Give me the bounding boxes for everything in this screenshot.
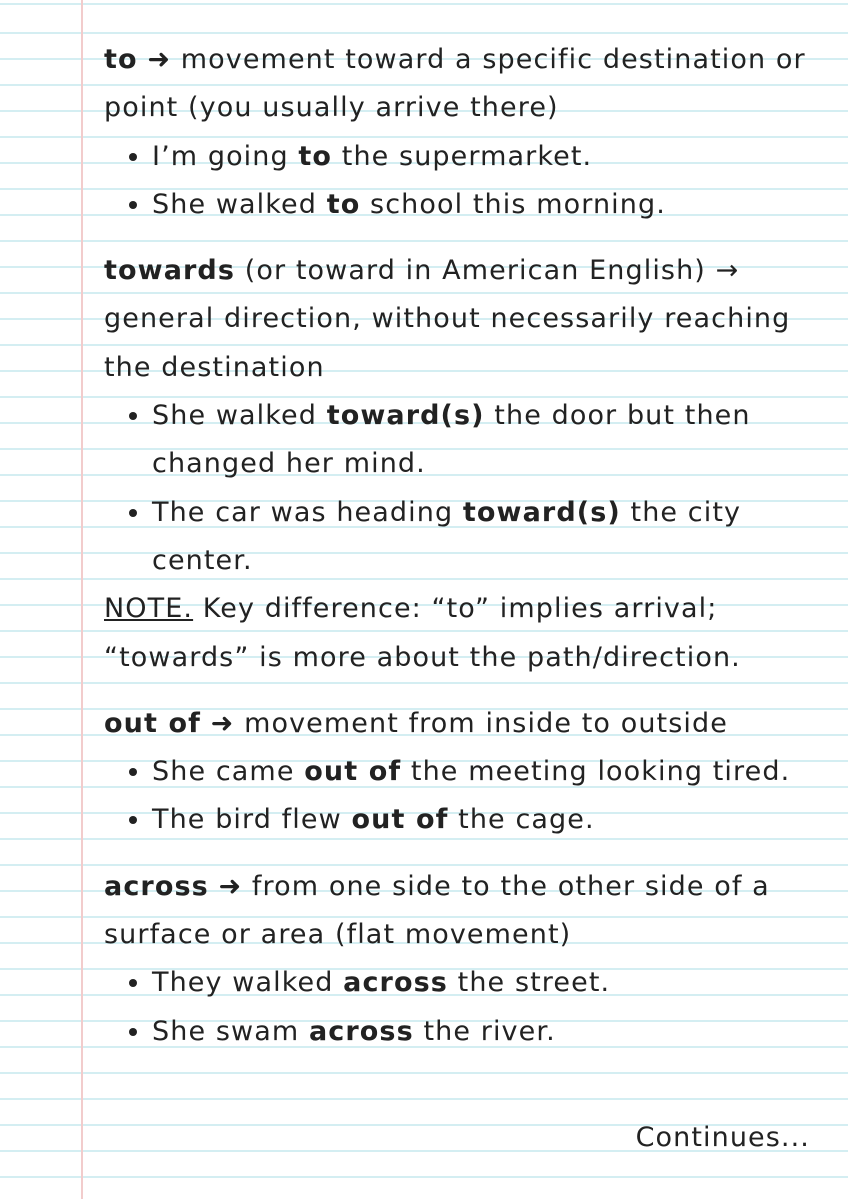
lesson-content <box>104 36 834 1056</box>
example-text: The car was heading <box>152 496 463 528</box>
example-item <box>152 796 834 844</box>
term-across: across <box>104 870 209 902</box>
example-text: She walked <box>152 188 327 220</box>
definition-across-text: ➜ from one side to the other side of a surface or area (flat movement) <box>104 870 770 951</box>
definition-across <box>104 863 834 960</box>
continues-label: Continues... <box>635 1122 810 1153</box>
example-text: She came <box>152 756 305 788</box>
example-keyword: out of <box>351 804 449 836</box>
example-item <box>152 133 834 181</box>
term-towards: towards <box>104 255 236 287</box>
example-text: She walked <box>152 400 327 432</box>
example-item <box>152 1008 834 1056</box>
examples-to <box>104 133 834 230</box>
example-text: school this morning. <box>360 188 666 220</box>
definition-towards-text: (or toward in American English) → general direction, without necessarily reaching the destination <box>104 255 791 383</box>
definition-to-text: ➜ movement toward a specific destination or point (you usually arrive there) <box>104 44 806 124</box>
example-item <box>152 181 834 229</box>
example-text: They walked <box>152 967 344 999</box>
note-label: NOTE. <box>104 593 194 625</box>
definition-towards <box>104 247 834 392</box>
example-item <box>152 959 834 1007</box>
example-text: the street. <box>447 967 611 999</box>
example-item <box>152 392 834 489</box>
notebook-margin-line <box>81 0 83 1199</box>
example-text: the cage. <box>448 804 595 836</box>
example-item <box>152 748 834 796</box>
note <box>104 585 834 682</box>
example-keyword: across <box>308 1015 414 1047</box>
example-keyword: toward(s) <box>462 496 621 528</box>
example-keyword: out of <box>304 756 402 788</box>
examples-across <box>104 959 834 1056</box>
example-keyword: to <box>326 188 361 220</box>
example-keyword: toward(s) <box>326 400 485 432</box>
example-text: She swam <box>152 1015 309 1047</box>
term-out-of: out of <box>104 707 201 739</box>
example-item <box>152 489 834 586</box>
example-text: the river. <box>413 1015 556 1047</box>
definition-out-of-text: ➜ movement from inside to outside <box>200 707 728 739</box>
example-keyword: to <box>298 140 333 172</box>
example-text: the meeting looking tired. <box>401 756 791 788</box>
note-text: Key difference: “to” implies arrival; “towards” is more about the path/direction. <box>104 593 741 673</box>
examples-towards <box>104 392 834 585</box>
example-text: the supermarket. <box>332 140 593 172</box>
example-text: the city center. <box>152 496 742 576</box>
definition-out-of <box>104 700 834 748</box>
example-text: I’m going <box>152 140 299 172</box>
examples-out-of <box>104 748 834 845</box>
term-to: to <box>104 44 138 75</box>
example-text: the door but then changed her mind. <box>152 400 751 480</box>
example-text: The bird flew <box>152 804 352 836</box>
definition-to <box>104 36 834 133</box>
example-keyword: across <box>343 967 448 999</box>
